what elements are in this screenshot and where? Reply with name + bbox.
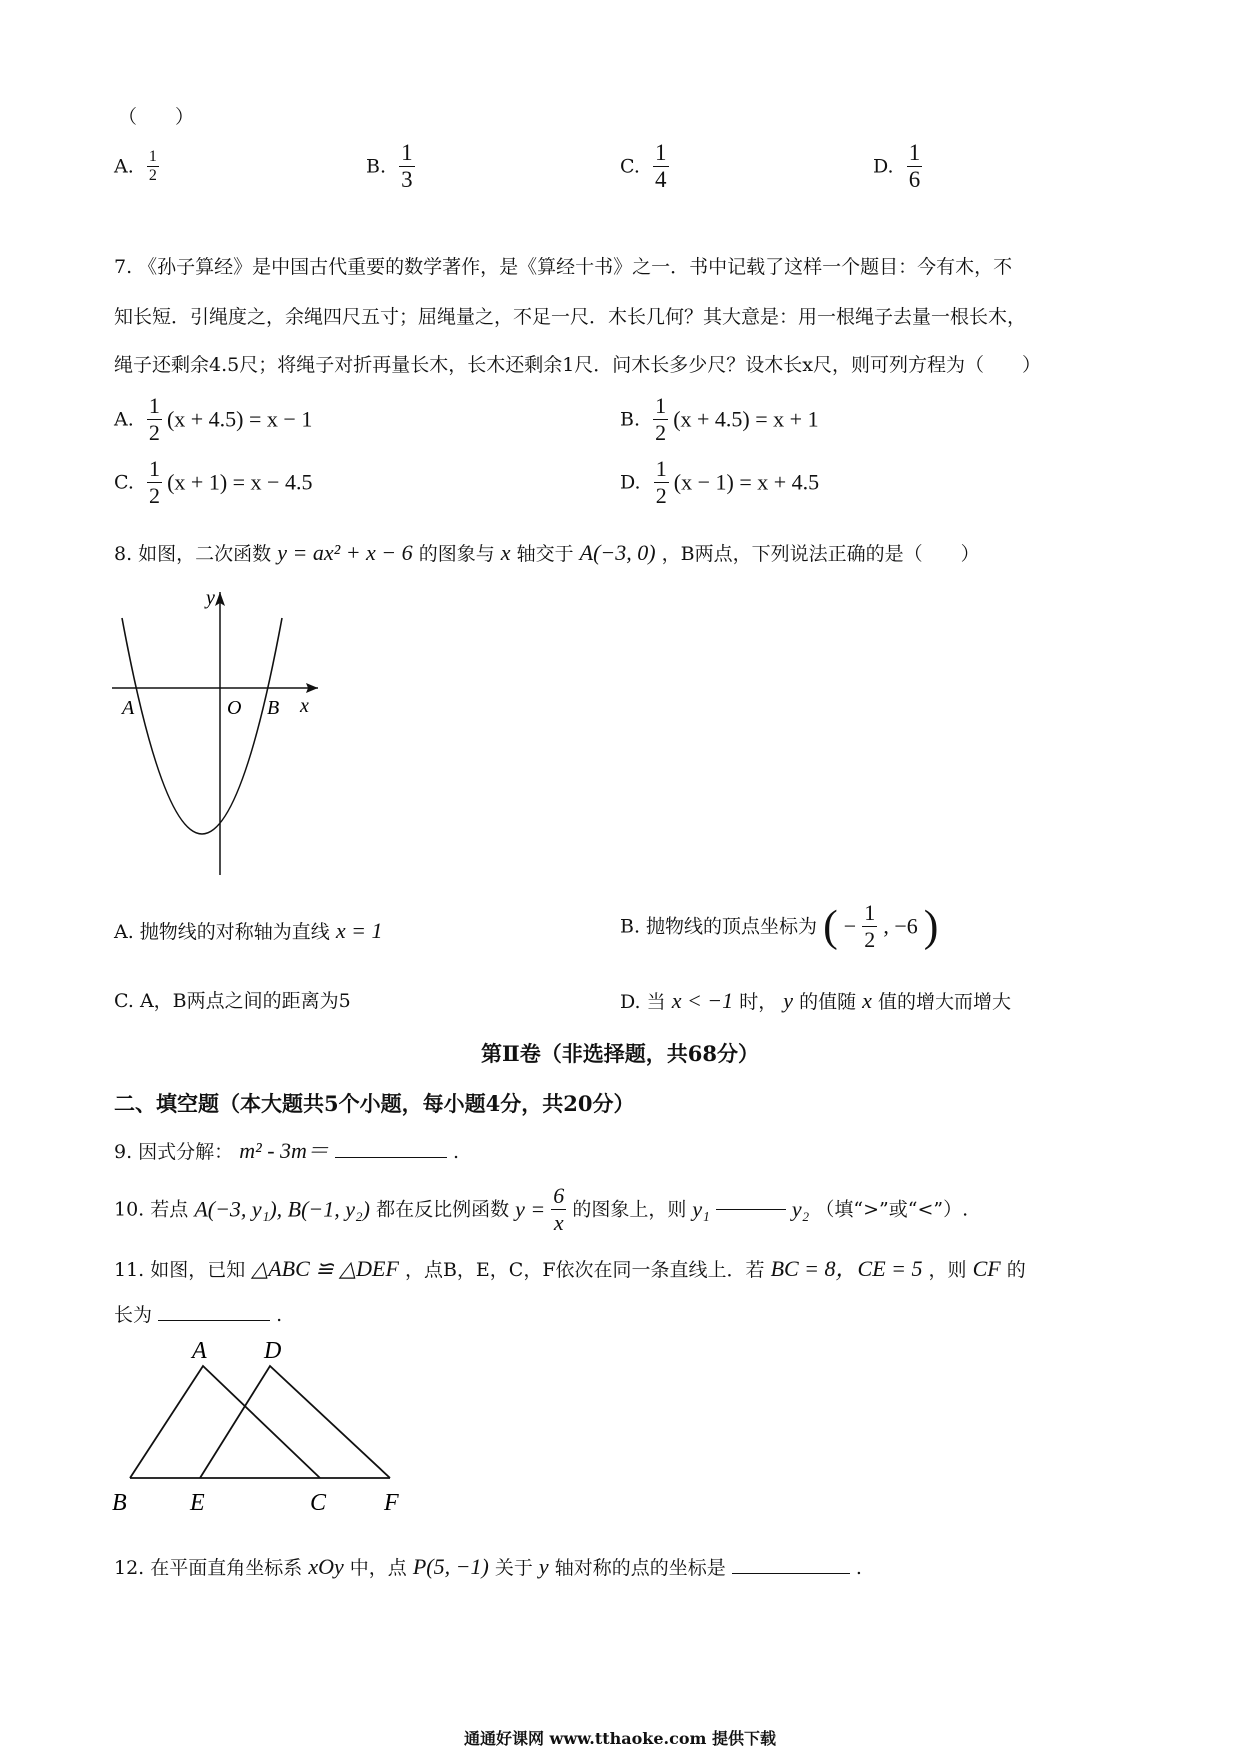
option-letter: C. (114, 471, 134, 494)
answer-blank[interactable] (716, 1209, 786, 1210)
q12 (114, 1554, 862, 1581)
denominator: 2 (149, 483, 160, 508)
option-letter: B. (620, 408, 641, 431)
equation: (x + 4.5) = x − 1 (166, 406, 313, 432)
option-math: , −6 (883, 913, 918, 939)
denominator: 4 (655, 167, 667, 192)
option-letter: D. (620, 471, 641, 494)
q10-y1: y₁ (692, 1196, 710, 1222)
q8-option-a (114, 918, 382, 945)
q9-end: . (453, 1141, 460, 1163)
option-letter: D. (873, 155, 894, 178)
numerator: 1 (908, 140, 921, 165)
option-text: A. 抛物线的对称轴为直线 (114, 921, 330, 943)
denominator: 2 (148, 167, 157, 184)
q11-text: 的 (1006, 1259, 1026, 1281)
page-footer: 通通好课网 www.tthaoke.com 提供下载 (463, 1729, 777, 1748)
label-b: B (112, 1490, 127, 1516)
option-math: x < −1 (671, 988, 734, 1013)
q11-text: 长为 (114, 1304, 153, 1326)
q8-axis-x: x (500, 540, 511, 565)
q12-text: 12. 在平面直角坐标系 (114, 1557, 303, 1579)
fraction (653, 140, 669, 193)
label-c: C (310, 1490, 327, 1516)
q10-y2: y₂ (791, 1196, 810, 1222)
q6-option-b (366, 140, 415, 193)
equation: (x + 1) = x − 4.5 (167, 469, 313, 495)
q9 (114, 1138, 459, 1165)
option-math: y (783, 988, 794, 1013)
label-e: E (190, 1490, 205, 1516)
numerator: 1 (149, 456, 160, 481)
denominator: 2 (148, 420, 160, 445)
q6-answer-paren: （ ） (118, 106, 195, 128)
q9-text: 9. 因式分解： (114, 1141, 234, 1163)
q10-text: （填“>”或“<”）. (815, 1198, 969, 1221)
q8-stem-text: 的图象与 (418, 543, 495, 565)
q11-text: ，点B，E，C，F依次在同一条直线上．若 (404, 1259, 765, 1281)
numerator: 1 (655, 456, 667, 481)
equation: (x + 4.5) = x + 1 (673, 406, 819, 432)
denominator: 3 (401, 167, 413, 192)
label-a: A (192, 1338, 207, 1364)
q9-math: m² - 3m＝ (239, 1138, 329, 1163)
label-f: F (384, 1490, 399, 1516)
q8-option-b (620, 900, 938, 953)
q10 (114, 1183, 968, 1236)
q6-option-a (114, 148, 159, 185)
q8-option-d (620, 988, 1011, 1015)
q7-stem-line3: 绳子还剩余4.5尺；将绳子对折再量长木，长木还剩余1尺．问木长多少尺？设木长x尺，则可列方程为（ ） (114, 354, 1042, 376)
q10-points: A(−3, y₁), B(−1, y₂) (194, 1196, 371, 1222)
minus-sign: − (843, 913, 857, 939)
option-text: 时， (739, 991, 778, 1013)
q8-stem-text: 轴交于 (516, 543, 574, 565)
q7-option-a (114, 393, 312, 446)
q10-text: 的图象上，则 (572, 1198, 687, 1221)
label-y: y (206, 587, 215, 609)
option-text: 值的增大而增大 (877, 991, 1011, 1013)
label-d: D (264, 1338, 282, 1364)
option-letter: A. (114, 408, 134, 431)
q8-stem (114, 540, 980, 567)
denominator: 2 (864, 927, 876, 952)
q12-end: . (855, 1557, 862, 1579)
q12-xoy: xOy (308, 1554, 344, 1579)
option-letter: A. (114, 155, 134, 178)
numerator: 1 (401, 140, 413, 165)
label-a: A (122, 697, 135, 719)
denominator: x (553, 1210, 564, 1235)
numerator: 6 (553, 1183, 565, 1208)
parabola-figure (100, 580, 340, 880)
option-letter: B. (366, 155, 387, 178)
q12-text: 中，点 (349, 1557, 407, 1579)
option-text: 的值随 (799, 991, 857, 1013)
q12-text: 关于 (494, 1557, 533, 1579)
q8-point-a: A(−3, 0) (579, 540, 656, 565)
q11-line1 (114, 1256, 1026, 1283)
numerator: 1 (655, 393, 667, 418)
numerator: 1 (148, 148, 157, 165)
q11-cf: CF (972, 1256, 1001, 1281)
q11-line2 (114, 1302, 282, 1328)
q7-option-d (620, 456, 819, 509)
equation: (x − 1) = x + 4.5 (673, 469, 820, 495)
fraction (147, 393, 162, 446)
q6-option-c (620, 140, 669, 193)
fraction (551, 1183, 566, 1236)
right-paren: ) (923, 901, 939, 951)
volume-title: 第Ⅱ卷（非选择题，共68分） (481, 1041, 759, 1066)
numerator: 1 (148, 393, 160, 418)
denominator: 2 (655, 420, 667, 445)
fraction (654, 456, 669, 509)
q11-end: . (276, 1304, 283, 1326)
parabola-curve (122, 618, 282, 834)
fraction (399, 140, 415, 193)
fraction (653, 393, 668, 446)
triangles-figure (100, 1330, 420, 1520)
label-x: x (300, 695, 309, 717)
numerator: 1 (655, 140, 667, 165)
denominator: 2 (655, 483, 667, 508)
fraction (147, 456, 162, 509)
q7-stem-line1: 7. 《孙子算经》是中国古代重要的数学著作，是《算经十书》之一．书中记载了这样一个题目：今有木，不 (114, 256, 1013, 278)
q12-text: 轴对称的点的坐标是 (554, 1557, 726, 1579)
answer-blank[interactable] (732, 1573, 850, 1574)
q8-function: y = ax² + x − 6 (277, 540, 413, 565)
answer-blank[interactable] (335, 1157, 447, 1158)
option-math: x (862, 988, 872, 1013)
option-text: D. 当 (620, 991, 666, 1013)
triangle-abc (130, 1366, 320, 1478)
q12-point: P(5, −1) (412, 1554, 489, 1579)
q8-stem-prefix: 8. 如图，二次函数 (114, 543, 272, 565)
q12-y: y (538, 1554, 549, 1579)
answer-blank[interactable] (158, 1320, 270, 1321)
numerator: 1 (864, 900, 876, 925)
triangle-def (200, 1366, 390, 1478)
q6-option-d (873, 140, 922, 193)
option-letter: C. (620, 155, 640, 178)
q11-text: ，则 (928, 1259, 967, 1281)
q7-option-b (620, 393, 819, 446)
fraction (907, 140, 923, 193)
q10-func: y = (515, 1196, 546, 1222)
q11-congruence: △ABC ≌ △DEF (251, 1256, 399, 1281)
q11-text: 11. 如图，已知 (114, 1259, 246, 1281)
left-paren: ( (823, 901, 838, 951)
q11-condition: BC = 8，CE = 5 (770, 1256, 923, 1281)
q10-text: 10. 若点 (114, 1198, 189, 1221)
q10-text: 都在反比例函数 (376, 1198, 510, 1221)
option-math: x = 1 (335, 918, 383, 943)
fraction (147, 148, 159, 185)
fraction (862, 900, 877, 953)
label-b: B (267, 697, 280, 719)
q7-option-c (114, 456, 312, 509)
q7-stem-line2: 知长短．引绳度之，余绳四尺五寸；屈绳量之，不足一尺．木长几何？其大意是：用一根绳子去量一根长木， (114, 306, 1027, 328)
q8-stem-suffix: ，B两点，下列说法正确的是（ ） (661, 543, 980, 565)
denominator: 6 (908, 167, 921, 192)
option-text: B. 抛物线的顶点坐标为 (620, 915, 818, 938)
section-heading: 二、填空题（本大题共5个小题，每小题4分，共20分） (114, 1091, 635, 1116)
q8-option-c: C. A，B两点之间的距离为5 (114, 990, 351, 1012)
label-o: O (227, 697, 242, 719)
